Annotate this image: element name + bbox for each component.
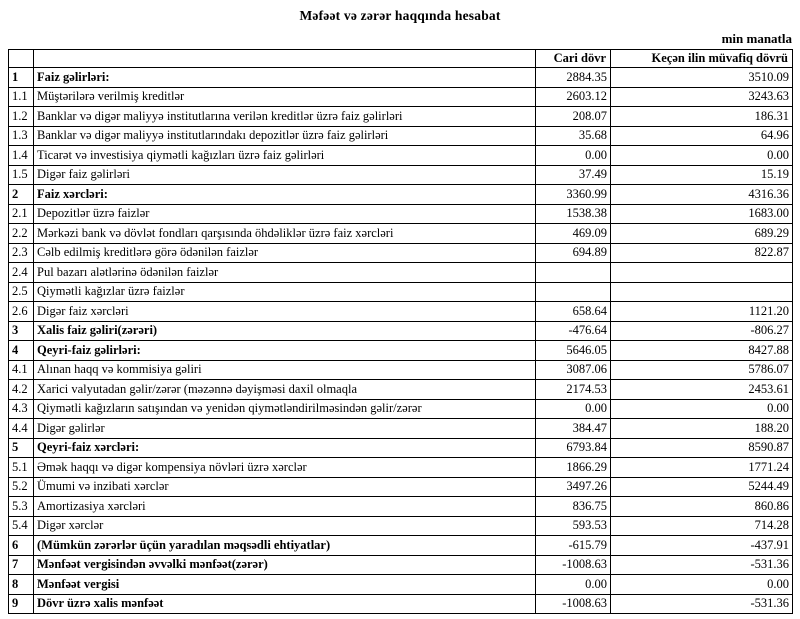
row-current-value: 2884.35	[536, 68, 611, 88]
table-row	[9, 204, 793, 224]
row-previous-value: 64.96	[611, 126, 793, 146]
row-current-value: 384.47	[536, 419, 611, 439]
table-row	[9, 263, 793, 283]
row-current-value: 6793.84	[536, 438, 611, 458]
table-row	[9, 146, 793, 166]
row-previous-value: 188.20	[611, 419, 793, 439]
row-current-value: 0.00	[536, 146, 611, 166]
table-row	[9, 497, 793, 517]
row-label: Amortizasiya xərcləri	[34, 497, 536, 517]
row-previous-value: 1683.00	[611, 204, 793, 224]
row-label: Alınan haqq və kommisiya gəliri	[34, 360, 536, 380]
unit-note: min manatla	[721, 31, 792, 46]
row-previous-value: 860.86	[611, 497, 793, 517]
row-previous-value	[611, 282, 793, 302]
row-current-value: 1538.38	[536, 204, 611, 224]
row-label: Digər faiz xərcləri	[34, 302, 536, 322]
table-row	[9, 419, 793, 439]
row-previous-value: 0.00	[611, 399, 793, 419]
row-number: 4.3	[9, 399, 34, 419]
row-number: 4.2	[9, 380, 34, 400]
header-label	[34, 50, 536, 68]
header-current-period: Cari dövr	[536, 50, 611, 68]
row-number: 4	[9, 341, 34, 361]
row-previous-value	[611, 263, 793, 283]
row-label: Cəlb edilmiş kreditlərə görə ödənilən faizlər	[34, 243, 536, 263]
row-label: Depozitlər üzrə faizlər	[34, 204, 536, 224]
row-current-value: 0.00	[536, 399, 611, 419]
row-label: Mərkəzi bank və dövlət fondları qarşısında öhdəliklər üzrə faiz xərcləri	[34, 224, 536, 244]
row-previous-value: 0.00	[611, 575, 793, 595]
row-current-value: -1008.63	[536, 594, 611, 614]
table-row	[9, 575, 793, 595]
row-number: 4.1	[9, 360, 34, 380]
row-current-value: 2174.53	[536, 380, 611, 400]
row-number: 5.1	[9, 458, 34, 478]
row-number: 1.1	[9, 87, 34, 107]
row-number: 2.6	[9, 302, 34, 322]
table-row	[9, 516, 793, 536]
row-current-value: 593.53	[536, 516, 611, 536]
row-label: Faiz xərcləri:	[34, 185, 536, 205]
row-label: Ticarət və investisiya qiymətli kağızları üzrə faiz gəlirləri	[34, 146, 536, 166]
row-current-value: 694.89	[536, 243, 611, 263]
page-title: Məfəət və zərər haqqında hesabat	[299, 8, 501, 23]
row-previous-value: 8590.87	[611, 438, 793, 458]
row-number: 5.4	[9, 516, 34, 536]
row-label: Pul bazarı alətlərinə ödənilən faizlər	[34, 263, 536, 283]
row-label: Xalis faiz gəliri(zərəri)	[34, 321, 536, 341]
row-current-value: 208.07	[536, 107, 611, 127]
table-row	[9, 438, 793, 458]
row-label: Ümumi və inzibati xərclər	[34, 477, 536, 497]
row-label: Banklar və digər maliyyə institutlarına verilən kreditlər üzrə faiz gəlirləri	[34, 107, 536, 127]
table-row	[9, 107, 793, 127]
table-row	[9, 458, 793, 478]
row-previous-value: 8427.88	[611, 341, 793, 361]
row-current-value: -1008.63	[536, 555, 611, 575]
row-current-value: 658.64	[536, 302, 611, 322]
row-label: Digər gəlirlər	[34, 419, 536, 439]
table-header-row	[9, 50, 793, 68]
row-label: Qeyri-faiz gəlirləri:	[34, 341, 536, 361]
row-previous-value: 1121.20	[611, 302, 793, 322]
row-number: 6	[9, 536, 34, 556]
row-current-value: 3360.99	[536, 185, 611, 205]
table-row	[9, 477, 793, 497]
row-previous-value: 2453.61	[611, 380, 793, 400]
row-previous-value: 3510.09	[611, 68, 793, 88]
row-current-value: 3497.26	[536, 477, 611, 497]
header-number	[9, 50, 34, 68]
row-number: 1.5	[9, 165, 34, 185]
row-previous-value: 822.87	[611, 243, 793, 263]
row-current-value	[536, 263, 611, 283]
row-current-value: 35.68	[536, 126, 611, 146]
row-current-value: 0.00	[536, 575, 611, 595]
row-number: 5	[9, 438, 34, 458]
table-row	[9, 126, 793, 146]
row-label: Qiymətli kağızlar üzrə faizlər	[34, 282, 536, 302]
row-label: Mənfəət vergisindən əvvəlki mənfəət(zərər)	[34, 555, 536, 575]
row-current-value: 3087.06	[536, 360, 611, 380]
table-row	[9, 282, 793, 302]
row-number: 2.3	[9, 243, 34, 263]
row-number: 5.2	[9, 477, 34, 497]
row-number: 2	[9, 185, 34, 205]
report-table	[8, 49, 793, 614]
row-number: 3	[9, 321, 34, 341]
row-current-value: -476.64	[536, 321, 611, 341]
row-current-value: 37.49	[536, 165, 611, 185]
row-previous-value: 0.00	[611, 146, 793, 166]
row-current-value: 1866.29	[536, 458, 611, 478]
table-row	[9, 165, 793, 185]
table-row	[9, 185, 793, 205]
row-label: Müştərilərə verilmiş kreditlər	[34, 87, 536, 107]
row-label: Faiz gəlirləri:	[34, 68, 536, 88]
row-previous-value: 5244.49	[611, 477, 793, 497]
row-number: 2.5	[9, 282, 34, 302]
row-label: Banklar və digər maliyyə institutlarındakı depozitlər üzrə faiz gəlirləri	[34, 126, 536, 146]
row-number: 8	[9, 575, 34, 595]
row-previous-value: -437.91	[611, 536, 793, 556]
report-table-body	[9, 68, 793, 614]
row-current-value: 5646.05	[536, 341, 611, 361]
table-row	[9, 594, 793, 614]
header-previous-period: Keçən ilin müvafiq dövrü	[611, 50, 793, 68]
row-previous-value: 1771.24	[611, 458, 793, 478]
row-previous-value: -806.27	[611, 321, 793, 341]
row-number: 5.3	[9, 497, 34, 517]
table-row	[9, 536, 793, 556]
row-current-value: 469.09	[536, 224, 611, 244]
row-previous-value: 714.28	[611, 516, 793, 536]
row-label: Qeyri-faiz xərcləri:	[34, 438, 536, 458]
row-current-value	[536, 282, 611, 302]
row-label: Digər faiz gəlirləri	[34, 165, 536, 185]
row-number: 2.1	[9, 204, 34, 224]
row-label: Digər xərclər	[34, 516, 536, 536]
table-row	[9, 360, 793, 380]
row-previous-value: 5786.07	[611, 360, 793, 380]
row-label: Xarici valyutadan gəlir/zərər (məzənnə dəyişməsi daxil olmaqla	[34, 380, 536, 400]
row-number: 1.2	[9, 107, 34, 127]
row-number: 7	[9, 555, 34, 575]
table-row	[9, 68, 793, 88]
row-previous-value: 3243.63	[611, 87, 793, 107]
table-row	[9, 380, 793, 400]
table-row	[9, 555, 793, 575]
row-previous-value: 15.19	[611, 165, 793, 185]
table-row	[9, 243, 793, 263]
row-number: 2.4	[9, 263, 34, 283]
table-row	[9, 341, 793, 361]
table-row	[9, 87, 793, 107]
row-number: 1.3	[9, 126, 34, 146]
table-row	[9, 302, 793, 322]
row-number: 2.2	[9, 224, 34, 244]
row-label: (Mümkün zərərlər üçün yaradılan məqsədli ehtiyatlar)	[34, 536, 536, 556]
row-number: 4.4	[9, 419, 34, 439]
table-row	[9, 224, 793, 244]
table-row	[9, 321, 793, 341]
row-current-value: 2603.12	[536, 87, 611, 107]
row-current-value: -615.79	[536, 536, 611, 556]
row-previous-value: -531.36	[611, 594, 793, 614]
table-row	[9, 399, 793, 419]
row-number: 9	[9, 594, 34, 614]
row-previous-value: -531.36	[611, 555, 793, 575]
row-number: 1	[9, 68, 34, 88]
row-label: Qiymətli kağızların satışından və yenidən qiymətləndirilməsindən gəlir/zərər	[34, 399, 536, 419]
row-previous-value: 689.29	[611, 224, 793, 244]
row-current-value: 836.75	[536, 497, 611, 517]
row-label: Əmək haqqı və digər kompensiya növləri üzrə xərclər	[34, 458, 536, 478]
row-number: 1.4	[9, 146, 34, 166]
row-label: Dövr üzrə xalis mənfəət	[34, 594, 536, 614]
row-previous-value: 4316.36	[611, 185, 793, 205]
row-previous-value: 186.31	[611, 107, 793, 127]
row-label: Mənfəət vergisi	[34, 575, 536, 595]
